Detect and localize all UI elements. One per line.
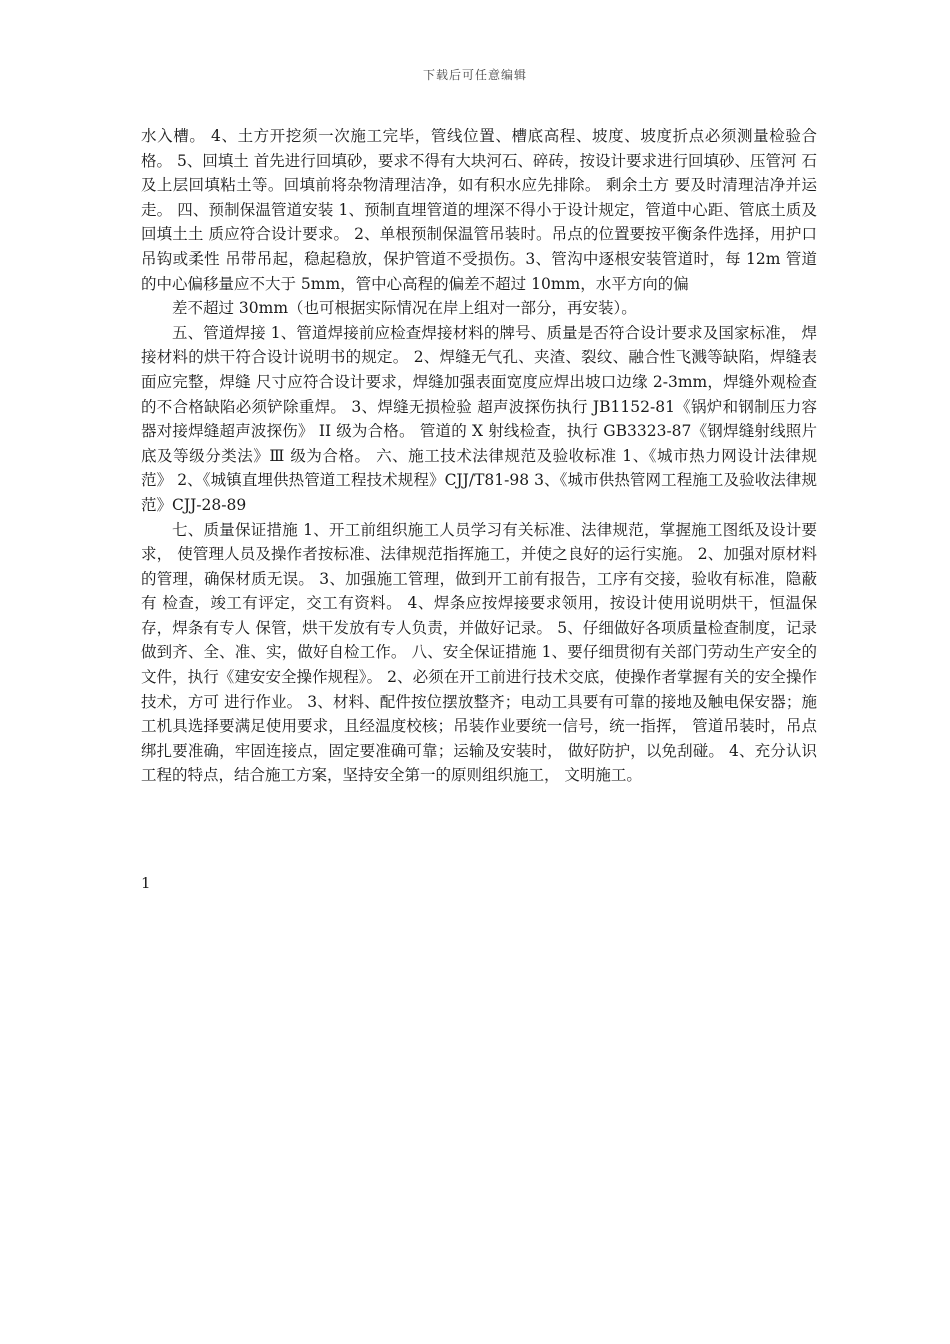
paragraph-welding: 五、管道焊接 1、管道焊接前应检查焊接材料的牌号、质量是否符合设计要求及国家标准， 焊接材料的烘干符合设计说明书的规定。 2、焊缝无气孔、夹渣、裂纹、融合性飞溅等缺陷，焊缝表面应完整，焊缝 尺寸应符合设计要求，焊缝加强表面宽度应焊出坡口边缘 2-3mm，焊缝外观检查 的不合格缺陷必须铲除重焊。 3、焊缝无损检验 超声波探伤执行 JB1152-81《锅炉和钢制压力容器对接焊缝超声波探伤》 II 级为合格。 管道的 X 射线检查，执行 GB3323-87《钢焊缝射线照片底及等级分类法》Ⅲ 级为合格。 六、施工技术法律规范及验收标准 1、《城市热力网设计法律规范》 2、《城镇直埋供热管道工程技术规程》CJJ/T81-98 3、《城市供热管网工程施工及验收法律规范》CJJ-28-89: [141, 323, 817, 514]
paragraph-deviation: 差不超过 30mm（也可根据实际情况在岸上组对一部分，再安装）。: [172, 299, 637, 318]
paragraph-earthwork: 水入槽。 4、土方开挖须一次施工完毕，管线位置、槽底高程、坡度、坡度折点必须测量检验合格。 5、回填土 首先进行回填砂，要求不得有大块河石、碎砖，按设计要求进行回填砂、压管河 石及上层回填粘土等。回填前将杂物清理洁净，如有积水应先排除。 剩余土方 要及时清理洁净并运走。 四、预制保温管道安装 1、预制直埋管道的埋深不得小于设计规定，管道中心距、管底土质及回填土土 质应符合设计要求。 2、单根预制保温管吊装时。吊点的位置要按平衡条件选择，用护口吊钩或柔性 吊带吊起，稳起稳放，保护管道不受损伤。3、管沟中逐根安装管道时，每 12m 管道的中心偏移量应不大于 5mm，管中心高程的偏差不超过 10mm，水平方向的偏: [141, 127, 818, 293]
page-header: 下载后可任意编辑: [422, 68, 527, 82]
paragraph-quality-safety: 七、质量保证措施 1、开工前组织施工人员学习有关标准、法律规范，掌握施工图纸及设计要求， 使管理人员及操作者按标准、法律规范指挥施工，并使之良好的运行实施。 2、加强对原材料的管理，确保材质无误。 3、加强施工管理，做到开工前有报告，工序有交接，验收有标准，隐蔽有 检查，竣工有评定，交工有资料。 4、焊条应按焊接要求领用，按设计使用说明烘干，恒温保存，焊条有专人 保管，烘干发放有专人负责，并做好记录。 5、仔细做好各项质量检查制度，记录做到齐、全、准、实，做好自检工作。 八、安全保证措施 1、要仔细贯彻有关部门劳动生产安全的文件，执行《建安安全操作规程》。 2、必须在开工前进行技术交底，使操作者掌握有关的安全操作技术，方可 进行作业。 3、材料、配件按位摆放整齐；电动工具要有可靠的接地及触电保安器；施 工机具选择要满足使用要求，且经温度校核；吊装作业要统一信号，统一指挥， 管道吊装时，吊点绑扎要准确，牢固连接点，固定要准确可靠；运输及安装时， 做好防护，以免刮碰。 4、充分认识工程的特点，结合施工方案，坚持安全第一的原则组织施工， 文明施工。: [141, 520, 818, 785]
page-number: 1: [141, 874, 151, 892]
document-body: [141, 124, 817, 788]
